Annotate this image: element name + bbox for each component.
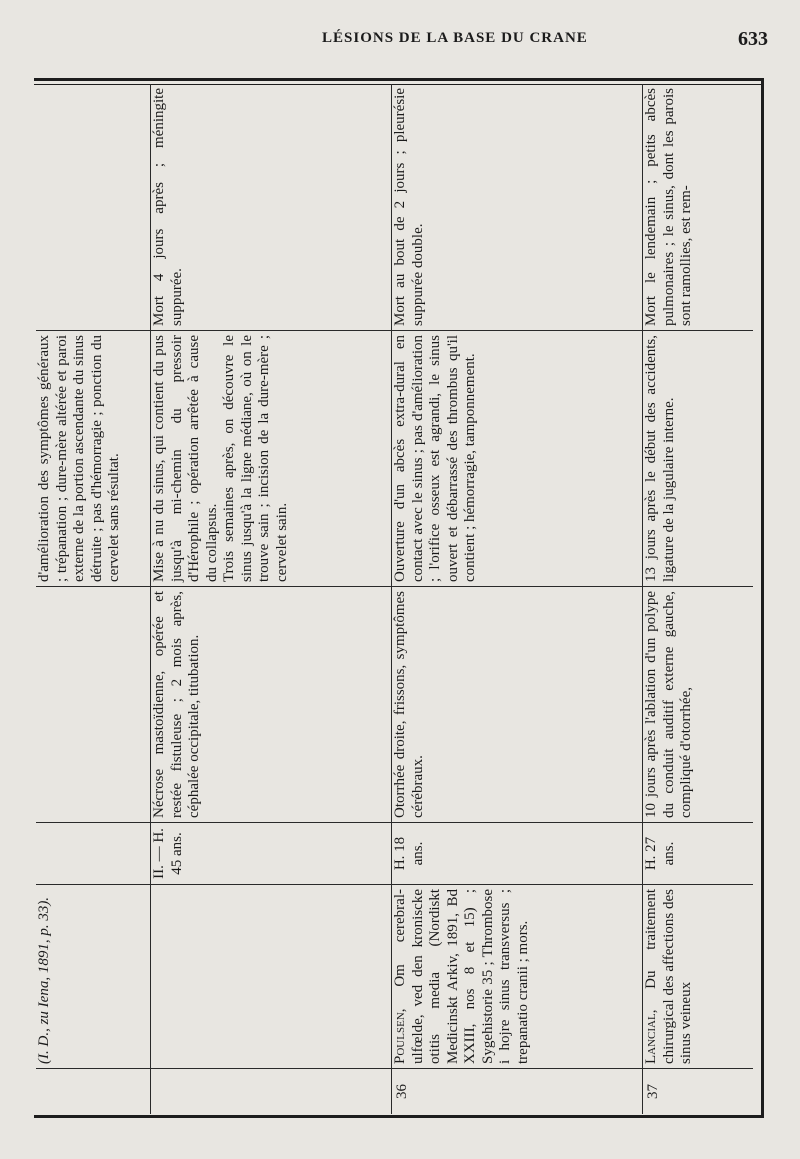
case-source: [392, 884, 642, 1068]
running-head: LÉSIONS DE LA BASE DU CRANE: [322, 30, 588, 46]
page-number: 633: [738, 28, 768, 50]
case-source: [151, 884, 391, 1068]
case-patient: H. 27 ans.: [643, 822, 753, 884]
case-symptoms: Nécrose mastoïdienne, opérée et restée fistuleuse ; 2 mois après, céphalée occipitale, titubation.: [151, 586, 391, 822]
case-number: [151, 1068, 391, 1114]
rotated-table: [34, 78, 764, 1118]
case-patient: H. 18 ans.: [392, 822, 642, 884]
case-operation: Ouverture d'un abcès extra-dural en contact avec le sinus ; pas d'amélioration ; l'orifice osseux est agrandi, le sinus ouvert et débarrassé des thrombus qu'il contient ; hémorragie, tamponnement.: [392, 330, 642, 586]
case-symptoms: Otorrhée droite, frissons, symptômes cérébraux.: [392, 586, 642, 822]
table-row: [392, 84, 643, 1114]
case-patient: II. — H. 45 ans.: [151, 822, 391, 884]
case-operation: Mise à nu du sinus, qui contient du pus jusqu'à mi-chemin du pressoir d'Hérophile ; opération arrêtée à cause du collapsus. Trois semaines après, on découvre le sinus jusqu'à la ligne médiane, où on le trouve sain ; incision de la dure-mère ; cervelet sain.: [151, 330, 391, 586]
source-text: Om cerebral-ulfœlde, ved den kroniscke otitis media (Nordiskt Medicinskt Arkiv, 1891, Bd XXIII, nos 8 et 15) ; Sygehistorie 35 ; Thrombose i hojre sinus transversus ; trepanatio cranii ; mors.: [392, 889, 531, 1064]
source-text: Du traitement chirurgical des affections des sinus veineux: [643, 888, 694, 1064]
case-patient: [36, 822, 150, 884]
case-symptoms: [36, 586, 150, 822]
case-source: [643, 884, 753, 1068]
case-result: Mort le lendemain ; petits abcès pulmonaires ; le sinus, dont les parois sont ramollies, est rem-: [643, 88, 694, 326]
source-author: Lancial,: [643, 1009, 659, 1064]
table-row: [36, 84, 151, 1114]
table-top-rule: [34, 78, 764, 81]
case-number: [36, 1068, 150, 1114]
case-result: Mort au bout de 2 jours ; pleurésie suppurée double.: [392, 88, 426, 326]
case-symptoms: 10 jours après l'ablation d'un polype du conduit auditif externe gauche, compliqué d'otorrhée,: [643, 586, 753, 822]
case-operation: 13 jours après le début des accidents, ligature de la jugulaire interne.: [643, 330, 753, 586]
table-row: [151, 84, 392, 1114]
case-number: 36: [392, 1068, 642, 1114]
table-row: [643, 84, 753, 1114]
table-body: [34, 84, 756, 1114]
source-author: Poulsen,: [392, 1008, 408, 1064]
case-result: [36, 84, 150, 330]
case-number: 37: [643, 1068, 753, 1114]
case-operation: d'amélioration des symptômes généraux ; trépanation ; dure-mère altérée et paroi externe de la portion ascendante du sinus détruite ; pas d'hémorragie ; ponction du cervelet sans résultat.: [36, 330, 150, 586]
table-bottom-rule: [34, 1115, 764, 1118]
case-result: Mort 4 jours après ; méningite suppurée.: [151, 88, 185, 326]
case-source: (I. D., zu Iena, 1891, p. 33).: [36, 884, 150, 1068]
table-right-rule: [761, 78, 764, 1118]
